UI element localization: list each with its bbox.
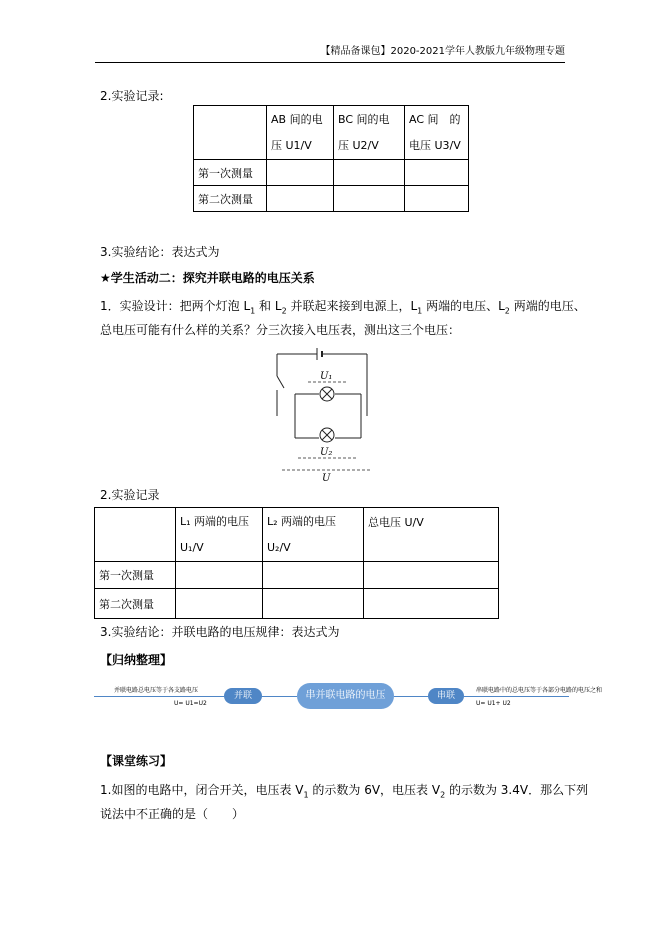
mindmap-left-line xyxy=(94,696,224,697)
mind-map xyxy=(94,676,603,716)
table2-header-total: 总电压 U/V xyxy=(364,508,499,562)
circuit-label-u: U xyxy=(322,473,331,484)
section-title-record1: 2.实验记录: xyxy=(100,89,164,103)
mindmap-left-connector xyxy=(262,696,297,697)
record-table-1 xyxy=(193,105,469,212)
table2-header-l2: L₂ 两端的电压 U₂/V xyxy=(263,508,364,562)
table1-header-ab: AB 间的电 压 U1/V xyxy=(267,106,334,160)
table1-corner xyxy=(194,106,267,160)
table2-corner xyxy=(95,508,176,562)
design-line-1: 1．实验设计：把两个灯泡 $L_1$ 和 $L_2$ 并联起来接到电源上，$L_1$ 两端的电压、$L_2$ 两端的电压、 xyxy=(100,299,586,316)
table2-row2-label: 第二次测量 xyxy=(95,589,176,619)
section-title-record2: 2.实验记录 xyxy=(100,488,160,502)
summary-title: 【归纳整理】 xyxy=(100,653,173,667)
table1-header-ac: AC 间 的 电压 U3/V xyxy=(405,106,469,160)
table1-row1-label: 第一次测量 xyxy=(194,160,267,186)
record-table-2 xyxy=(94,507,499,619)
design-line-2: 总电压可能有什么样的关系？分三次接入电压表，测出这三个电压： xyxy=(100,323,461,337)
table2-header-l1: L₁ 两端的电压 U₁/V xyxy=(176,508,263,562)
mindmap-center-node: 串并联电路的电压 xyxy=(297,683,394,709)
table1-row2-label: 第二次测量 xyxy=(194,186,267,212)
mindmap-parallel-tag: 并联 xyxy=(224,688,262,704)
circuit-label-u2: U₂ xyxy=(320,447,333,458)
conclusion-1: 3.实验结论：表达式为 xyxy=(100,245,220,259)
mindmap-right-line xyxy=(464,696,569,697)
lamp-l2-icon xyxy=(320,428,334,442)
mindmap-series-tag: 串联 xyxy=(428,688,464,704)
activity-2-title: ★学生活动二：探究并联电路的电压关系 xyxy=(100,271,315,285)
question-1-line-2: 说法中不正确的是（ ） xyxy=(100,807,245,821)
mindmap-right-text-2: U= U1+ U2 xyxy=(476,700,511,707)
mindmap-left-text-2: U= U1=U2 xyxy=(174,700,207,707)
conclusion-2: 3.实验结论：并联电路的电压规律：表达式为 xyxy=(100,625,340,639)
page-header: 【精品备课包】2020-2021学年人教版九年级物理专题 xyxy=(95,42,565,63)
table2-row1-label: 第一次测量 xyxy=(95,562,176,589)
mindmap-right-text-1: 串联电路中的总电压等于各部分电路的电压之和 xyxy=(476,687,603,694)
mindmap-right-connector xyxy=(394,696,428,697)
circuit-label-u1: U₁ xyxy=(320,371,333,382)
mindmap-left-text-1: 并联电路总电压等于各支路电压 xyxy=(114,687,199,694)
practice-title: 【课堂练习】 xyxy=(100,754,173,768)
table1-header-bc: BC 间的电 压 U2/V xyxy=(334,106,405,160)
parallel-circuit-diagram xyxy=(262,346,382,484)
lamp-l1-icon xyxy=(320,387,334,401)
question-1-line-1: 1.如图的电路中，闭合开关，电压表 $V_1$ 的示数为 6V，电压表 $V_2$ 的示数为 3.4V．那么下列 xyxy=(100,783,589,800)
